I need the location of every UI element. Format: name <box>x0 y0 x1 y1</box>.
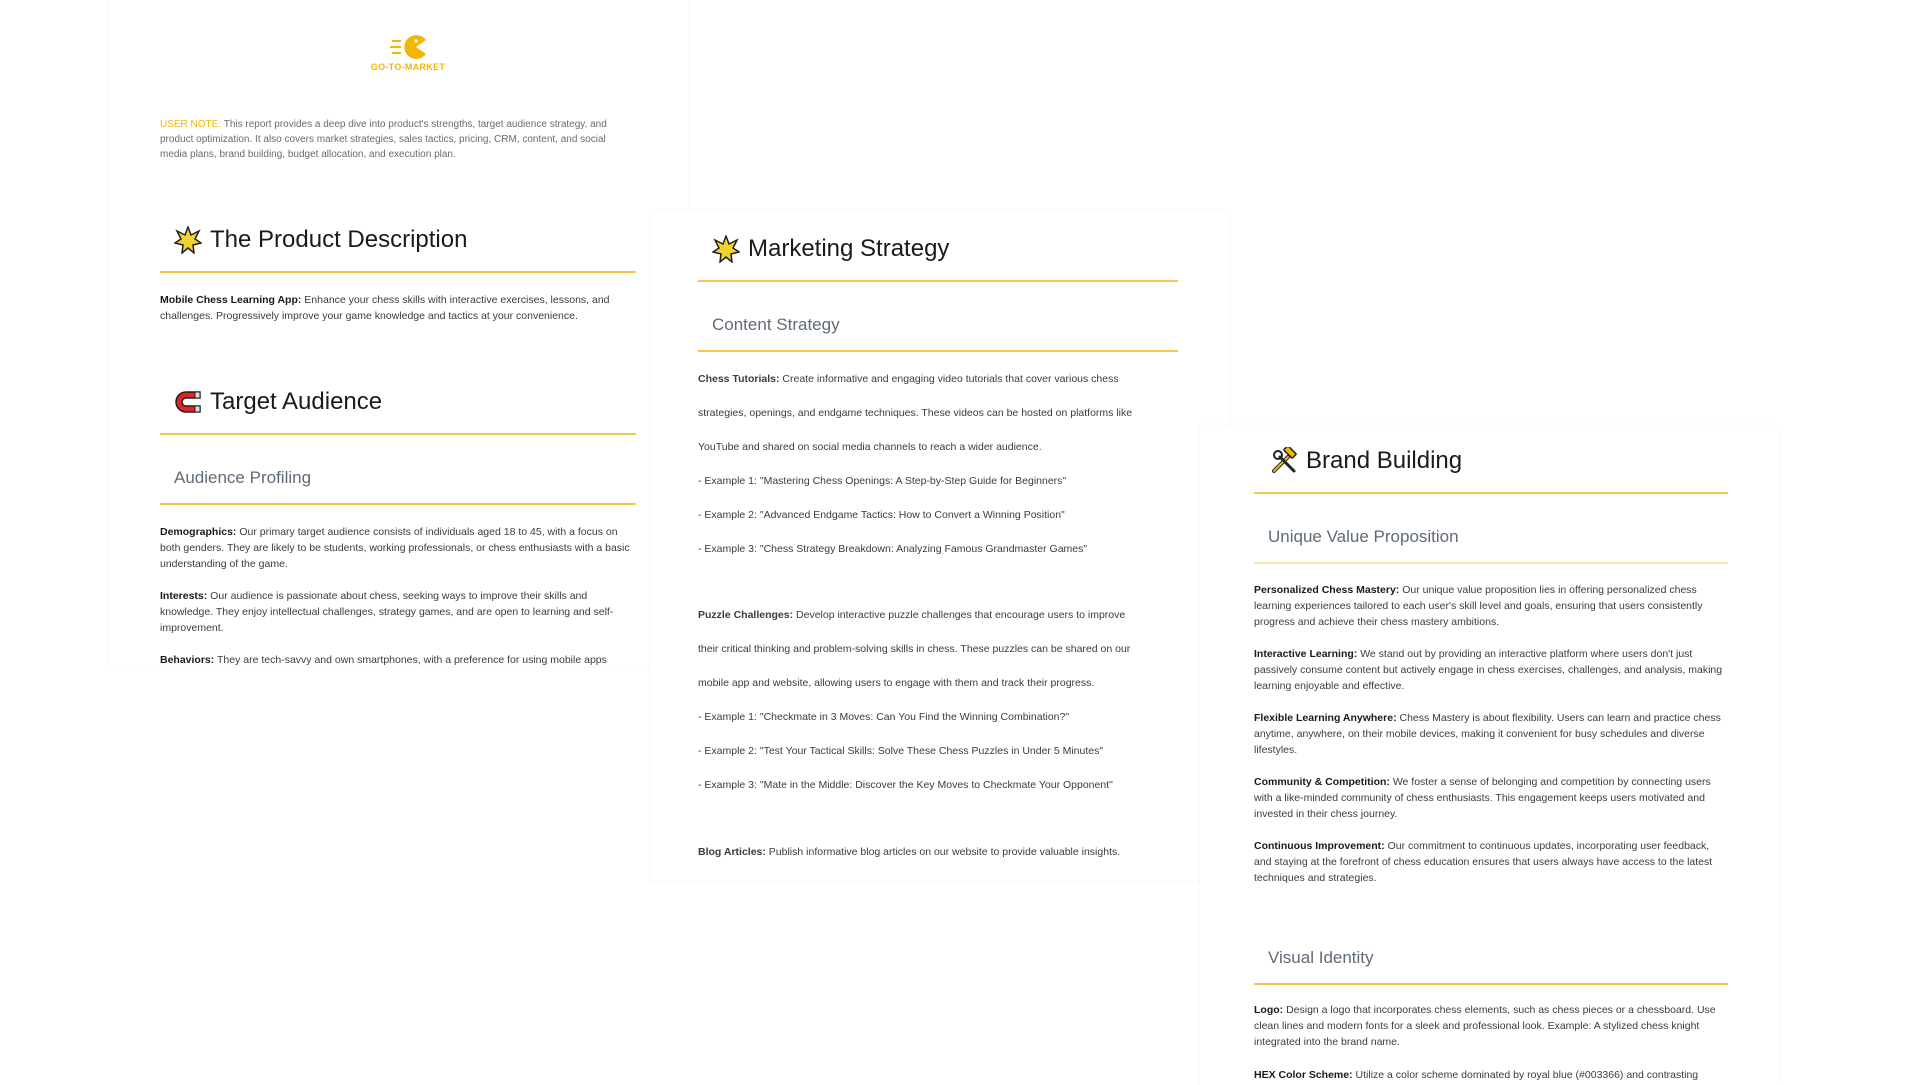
target-audience-heading <box>174 388 382 416</box>
behaviors-paragraph <box>160 652 636 666</box>
tutorial-example-1: - Example 1: "Mastering Chess Openings: A Step-by-Step Guide for Beginners" <box>698 475 1067 487</box>
divider <box>698 280 1178 282</box>
uvp-text-2: We stand out by providing an interactive platform where users don't just passively consume content but actively engage in chess exercises, challenges, and analysis, making learning enjoyable and effective. <box>1254 648 1723 692</box>
brand-building-title: Brand Building <box>1306 447 1463 474</box>
blog-articles-line <box>698 844 1120 860</box>
uvp-paragraph-4 <box>1254 774 1728 822</box>
tutorials-line-1 <box>698 371 1119 387</box>
report-page-1 <box>108 0 688 666</box>
uvp-text-1: Our unique value proposition lies in offering personalized chess learning experiences tailored to each user's skill level and goals, ensuring that users consistently progress and achieve their chess mastery ambitions. <box>1254 584 1703 628</box>
behaviors-label: Behaviors: <box>160 654 215 666</box>
behaviors-text: They are tech-savvy and own smartphones, with a preference for using mobile apps <box>214 654 607 666</box>
sparkle-badge-icon <box>174 226 202 254</box>
logo-paragraph <box>1254 1002 1728 1050</box>
divider <box>1254 983 1728 985</box>
marketing-strategy-heading <box>712 235 949 263</box>
product-description-heading <box>174 226 467 254</box>
tutorials-label: Chess Tutorials: <box>698 373 780 385</box>
hex-color-text: Utilize a color scheme dominated by royal blue (#003366) and contrasting <box>1352 1069 1699 1081</box>
product-description-title: The Product Description <box>210 226 468 253</box>
logo-label: Logo: <box>1254 1004 1284 1016</box>
uvp-text-4: We foster a sense of belonging and competition by connecting users with a like-minded community of chess enthusiasts. This engagement keeps users motivated and invested in their chess journey. <box>1254 776 1711 820</box>
puzzle-line-2: their critical thinking and problem-solving skills in chess. These puzzles can be shared on our <box>698 643 1131 655</box>
uvp-paragraph-5 <box>1254 838 1728 886</box>
product-label: Mobile Chess Learning App: <box>160 294 302 306</box>
go-to-market-logo <box>348 32 468 72</box>
interests-paragraph <box>160 588 636 636</box>
uvp-label-4: Community & Competition: <box>1254 776 1390 788</box>
logo-text-body: Design a logo that incorporates chess elements, such as chess pieces or a chessboard. Use clean lines and modern fonts for a sleek and professional look. Example: A stylized chess knight integrated into the brand name. <box>1254 1004 1716 1048</box>
magnet-icon <box>174 388 202 416</box>
uvp-label-1: Personalized Chess Mastery: <box>1254 584 1400 596</box>
marketing-strategy-title: Marketing Strategy <box>748 235 950 262</box>
divider <box>160 271 636 273</box>
user-note <box>160 117 635 162</box>
puzzle-text-1: Develop interactive puzzle challenges that encourage users to improve <box>793 609 1126 621</box>
uvp-paragraph-2 <box>1254 646 1728 694</box>
divider <box>160 433 636 435</box>
report-page-3 <box>1200 425 1778 1085</box>
unique-value-subheading: Unique Value Proposition <box>1268 527 1459 546</box>
tutorials-line-2: strategies, openings, and endgame techniques. These videos can be hosted on platforms like <box>698 407 1133 419</box>
content-strategy-subheading: Content Strategy <box>712 315 840 334</box>
puzzle-line-1 <box>698 607 1125 623</box>
report-page-2 <box>650 210 1230 880</box>
interests-label: Interests: <box>160 590 208 602</box>
uvp-text-5: Our commitment to continuous updates, incorporating user feedback, and staying at the forefront of chess education ensures that users always have access to the latest techniques and strategies. <box>1254 840 1713 884</box>
hex-color-paragraph <box>1254 1067 1728 1083</box>
uvp-text-3: Chess Mastery is about flexibility. Users can learn and practice chess anytime, anywhere, on their mobile devices, making it convenient for busy schedules and diverse lifestyles. <box>1254 712 1721 756</box>
pacman-logo-icon <box>386 32 430 62</box>
tutorials-line-3: YouTube and shared on social media channels to reach a wider audience. <box>698 441 1042 453</box>
tutorial-example-2: - Example 2: "Advanced Endgame Tactics: How to Convert a Winning Position" <box>698 509 1065 521</box>
uvp-label-3: Flexible Learning Anywhere: <box>1254 712 1397 724</box>
tutorial-example-3: - Example 3: "Chess Strategy Breakdown: Analyzing Famous Grandmaster Games" <box>698 543 1088 555</box>
uvp-label-5: Continuous Improvement: <box>1254 840 1385 852</box>
tutorials-text-1: Create informative and engaging video tutorials that cover various chess <box>779 373 1119 385</box>
puzzle-example-3: - Example 3: "Mate in the Middle: Discover the Key Moves to Checkmate Your Opponent" <box>698 779 1113 791</box>
user-note-text: This report provides a deep dive into product's strengths, target audience strategy, and product optimization. It also covers market strategies, sales tactics, pricing, CRM, content, and social media plans, brand building, budget allocation, and execution plan. <box>160 119 607 160</box>
demographics-paragraph <box>160 524 636 572</box>
uvp-paragraph-1 <box>1254 582 1728 630</box>
interests-text: Our audience is passionate about chess, seeking ways to improve their skills and knowledge. They enjoy intellectual challenges, strategy games, and are open to learning and self-improvement. <box>160 590 614 634</box>
user-note-label: USER NOTE: <box>160 119 222 130</box>
demographics-text: Our primary target audience consists of individuals aged 18 to 45, with a focus on both genders. They are likely to be students, working professionals, or chess enthusiasts with a basic understanding of the game. <box>160 526 630 570</box>
brand-building-heading <box>1270 447 1462 475</box>
blog-label: Blog Articles: <box>698 846 766 858</box>
divider <box>160 503 636 505</box>
uvp-paragraph-3 <box>1254 710 1728 758</box>
blog-text: Publish informative blog articles on our website to provide valuable insights. <box>765 846 1121 858</box>
target-audience-title: Target Audience <box>210 388 383 415</box>
divider <box>698 350 1178 352</box>
visual-identity-subheading: Visual Identity <box>1268 948 1374 967</box>
product-text: Enhance your chess skills with interactive exercises, lessons, and challenges. Progressively improve your game knowledge and tactics at your convenience. <box>160 294 610 322</box>
hex-color-label: HEX Color Scheme: <box>1254 1069 1353 1081</box>
product-description-text <box>160 292 636 324</box>
divider <box>1254 492 1728 494</box>
divider <box>1254 562 1728 564</box>
audience-profiling-subheading: Audience Profiling <box>174 468 312 487</box>
sparkle-badge-icon <box>712 235 740 263</box>
hammer-wrench-icon <box>1270 447 1298 475</box>
uvp-label-2: Interactive Learning: <box>1254 648 1358 660</box>
demographics-label: Demographics: <box>160 526 237 538</box>
puzzle-example-2: - Example 2: "Test Your Tactical Skills: Solve These Chess Puzzles in Under 5 Minutes" <box>698 745 1104 757</box>
puzzle-example-1: - Example 1: "Checkmate in 3 Moves: Can You Find the Winning Combination?" <box>698 711 1070 723</box>
logo-text: GO-TO-MARKET <box>370 62 446 72</box>
puzzle-label: Puzzle Challenges: <box>698 609 794 621</box>
puzzle-line-3: mobile app and website, allowing users to engage with them and track their progress. <box>698 677 1095 689</box>
